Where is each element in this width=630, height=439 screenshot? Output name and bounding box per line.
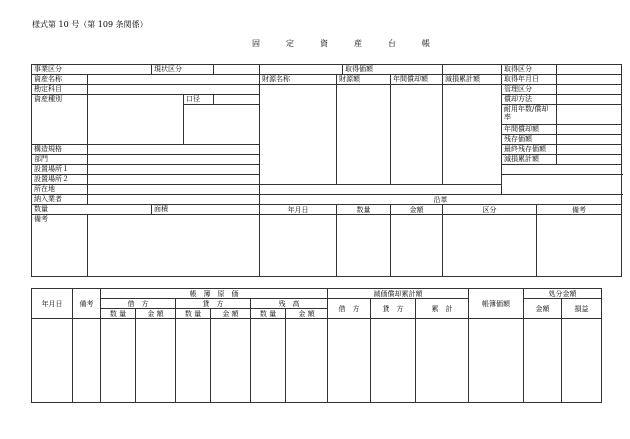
accum-dep2-label: 減損累計額 [502, 155, 557, 165]
dep-method-label: 償却方法 [502, 95, 557, 105]
page-title: 固 定 資 産 台 帳 [252, 39, 439, 48]
ledger-cell[interactable] [251, 319, 286, 403]
delivery-value[interactable] [88, 195, 260, 205]
acq-date-label: 取得年月日 [502, 75, 557, 85]
disposal-header: 処分金額 [524, 289, 602, 299]
dep-credit-header: 貸 方 [371, 299, 416, 319]
caliber-area[interactable] [184, 105, 260, 145]
dept-value[interactable] [88, 155, 260, 165]
history-class-cell[interactable] [443, 215, 537, 277]
ledger-table [31, 288, 602, 403]
annual-dep-header: 年間償却額 [391, 75, 443, 85]
asset-name-label: 資産名称 [32, 75, 88, 85]
blank-cell [502, 165, 622, 175]
balance-header: 残 高 [251, 299, 328, 309]
credit-header: 貸 方 [176, 299, 251, 309]
asset-name-value[interactable] [88, 75, 260, 85]
ledger-cell[interactable] [469, 319, 524, 403]
dep-total-sub-header: 累 計 [416, 299, 469, 319]
fund-name-value[interactable] [260, 85, 337, 185]
acq-price-label: 取得価額 [343, 65, 443, 75]
dep-debit-header: 借 方 [328, 299, 371, 319]
annual-dep-value[interactable] [391, 85, 443, 185]
accum-dep-value[interactable] [443, 85, 502, 185]
acq-price-value[interactable] [443, 65, 502, 75]
account-label: 勘定科目 [32, 85, 88, 95]
asset-info-table [31, 64, 622, 277]
address-label: 所在地 [32, 185, 88, 195]
remarks-value[interactable] [88, 215, 260, 277]
ledger-cell[interactable] [211, 319, 251, 403]
current-class-value[interactable] [214, 65, 260, 75]
form-number-label: 様式第 10 号（第 109 条関係） [32, 20, 148, 29]
history-qty-cell[interactable] [337, 215, 391, 277]
disposal-amount-header: 金額 [524, 299, 562, 319]
area-label: 面積 [152, 205, 260, 215]
dep-total-header: 減価償却累計額 [328, 289, 469, 299]
ledger-cell[interactable] [524, 319, 562, 403]
ledger-cell[interactable] [416, 319, 469, 403]
dep-method-value[interactable] [557, 95, 622, 105]
account-value[interactable] [88, 85, 260, 95]
location2-value[interactable] [88, 175, 260, 185]
business-class-label: 事業区分 [32, 65, 152, 75]
ledger-cell[interactable] [176, 319, 211, 403]
accum-dep2-value[interactable] [557, 155, 622, 165]
ledger-cell[interactable] [371, 319, 416, 403]
residual-label: 残存価額 [502, 135, 557, 145]
date-header: 年月日 [32, 289, 73, 319]
asset-type-label: 資産種別 [32, 95, 88, 145]
residual-value[interactable] [557, 135, 622, 145]
caliber-value[interactable] [214, 95, 260, 105]
credit-qty-header: 数 量 [176, 309, 211, 319]
book-value-header: 帳簿価額 [469, 289, 524, 319]
remarks-header: 備考 [73, 289, 101, 319]
delivery-label: 納入業者 [32, 195, 88, 205]
final-residual-label: 最終残存価額 [502, 145, 557, 155]
caliber-label: 口径 [184, 95, 214, 105]
final-residual-value[interactable] [557, 145, 622, 155]
ledger-cell[interactable] [328, 319, 371, 403]
debit-qty-header: 数 量 [101, 309, 136, 319]
annual-dep2-value[interactable] [557, 125, 622, 135]
annual-dep2-label: 年間償却額 [502, 125, 557, 135]
ledger-cell[interactable] [286, 319, 328, 403]
qty-label: 数量 [32, 205, 152, 215]
acq-date-value[interactable] [557, 75, 622, 85]
fund-amount-header: 財源額 [337, 75, 391, 85]
fund-name-header: 財源名称 [260, 75, 337, 85]
useful-life-value[interactable] [557, 105, 622, 125]
remarks-label: 備考 [32, 215, 88, 277]
history-amount-cell[interactable] [391, 215, 443, 277]
location1-value[interactable] [88, 165, 260, 175]
gain-loss-header: 損益 [562, 299, 602, 319]
current-class-label: 現状区分 [152, 65, 214, 75]
location1-label: 設置場所１ [32, 165, 88, 175]
ledger-cell[interactable] [101, 319, 136, 403]
amount-header: 金額 [391, 205, 443, 215]
debit-amt-header: 金 額 [136, 309, 176, 319]
mgmt-class-label: 管理区分 [502, 85, 557, 95]
acq-class-value[interactable] [557, 65, 622, 75]
ledger-cell[interactable] [32, 319, 73, 403]
ledger-cell[interactable] [136, 319, 176, 403]
structure-label: 構造規格 [32, 145, 88, 155]
accum-dep-header: 減損累計額 [443, 75, 502, 85]
blank-cell [260, 65, 343, 75]
lower-blank-area [502, 175, 622, 195]
book-cost-header: 帳 簿 原 価 [101, 289, 328, 299]
history-label: 沿革 [260, 195, 622, 205]
remarks2-header: 備考 [537, 205, 622, 215]
mgmt-class-value[interactable] [557, 85, 622, 95]
ledger-cell[interactable] [73, 319, 101, 403]
ledger-cell[interactable] [562, 319, 602, 403]
asset-type-value[interactable] [88, 95, 184, 145]
class-header: 区分 [443, 205, 537, 215]
useful-life-label: 耐用年数/償却率 [502, 105, 557, 125]
acq-class-label: 取得区分 [502, 65, 557, 75]
structure-value[interactable] [88, 145, 260, 155]
qty2-header: 数量 [337, 205, 391, 215]
balance-qty-header: 数 量 [251, 309, 286, 319]
balance-amt-header: 金 額 [286, 309, 328, 319]
credit-amt-header: 金 額 [211, 309, 251, 319]
location2-label: 設置場所２ [32, 175, 88, 185]
address-value[interactable] [88, 185, 260, 195]
debit-header: 借 方 [101, 299, 176, 309]
history-date-cell[interactable] [260, 215, 337, 277]
dept-label: 部門 [32, 155, 88, 165]
fund-amount-value[interactable] [337, 85, 391, 185]
history-remarks-cell[interactable] [537, 215, 622, 277]
ymd-header: 年月日 [260, 205, 337, 215]
